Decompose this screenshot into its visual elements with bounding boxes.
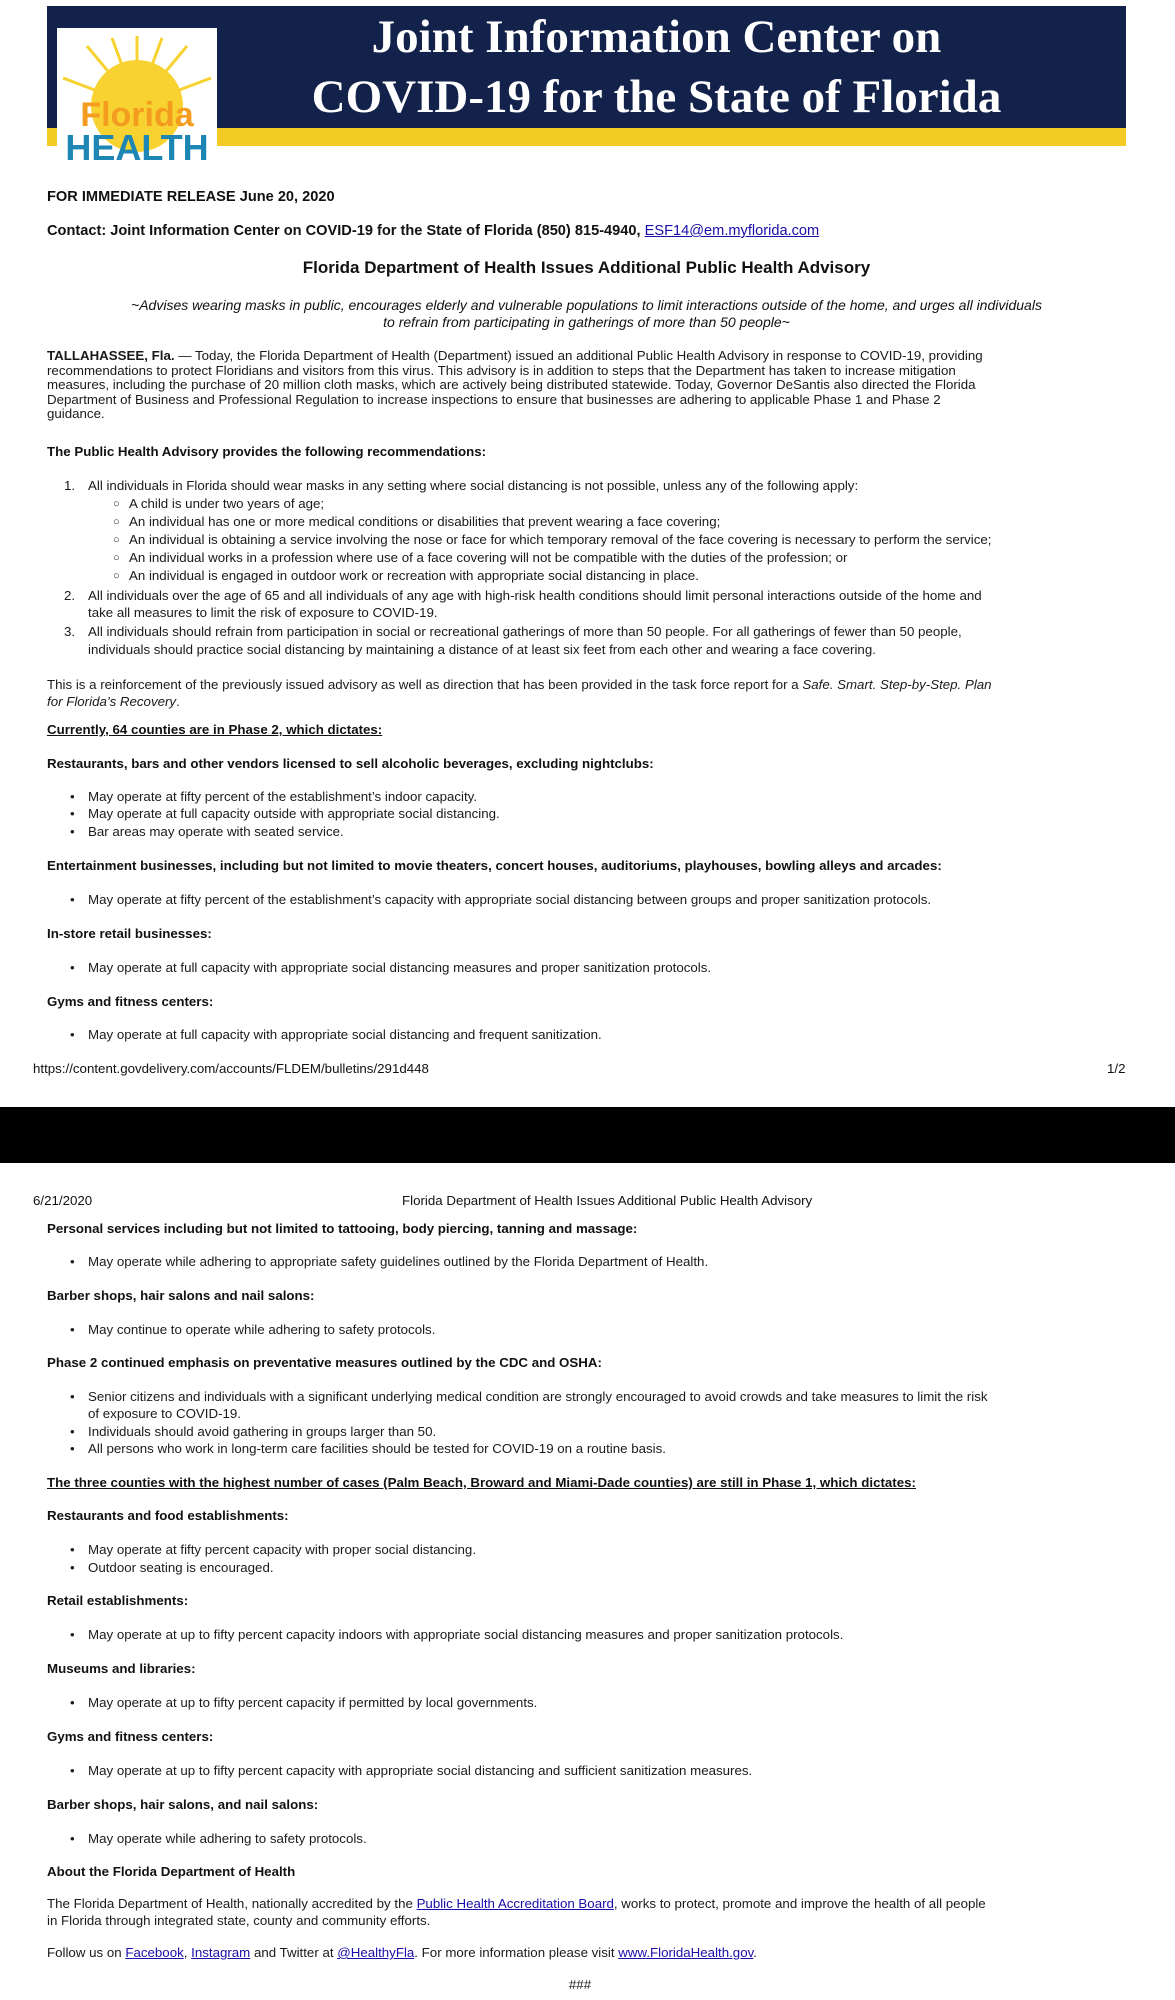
phase2-gyms-item: • May operate at full capacity with appropriate social distancing and frequent sanitization. (88, 1027, 602, 1043)
print-header-title: Florida Department of Health Issues Additional Public Health Advisory (402, 1193, 813, 1208)
phase2-retail-heading: In-store retail businesses: (47, 926, 212, 941)
contact-text: Contact: Joint Information Center on COVID-19 for the State of Florida (850) 815-4940, (47, 223, 645, 239)
advisory-sub-1: ○ A child is under two years of age; (129, 496, 324, 512)
about-line1 (47, 1896, 986, 1912)
phase2-restaurants-heading: Restaurants, bars and other vendors licensed to sell alcoholic beverages, excluding nightclubs: (47, 756, 654, 771)
facebook-link[interactable]: Facebook (125, 1945, 184, 1960)
about-text-a: The Florida Department of Health, nationally accredited by the (47, 1896, 417, 1911)
preventive-item-3: • All persons who work in long-term care facilities should be tested for COVID-19 on a routine basis. (88, 1441, 666, 1457)
phase1-restaurants-item-2: • Outdoor seating is encouraged. (88, 1560, 274, 1576)
preventive-heading: Phase 2 continued emphasis on preventative measures outlined by the CDC and OSHA: (47, 1355, 602, 1370)
intro-paragraph (47, 349, 1127, 422)
phase2-restaurants-item-1: • May operate at fifty percent of the establishment’s indoor capacity. (88, 789, 477, 805)
print-header-date: 6/21/2020 (33, 1193, 93, 1208)
logo-text-florida: Florida (80, 96, 194, 134)
header-banner (47, 6, 1126, 168)
follow-text-c: . For more information please visit (414, 1945, 619, 1960)
phase1-retail-heading: Retail establishments: (47, 1593, 189, 1608)
follow-text-a: Follow us on (47, 1945, 126, 1960)
intro-line1: — Today, the Florida Department of Health (Department) issued an additional Public Health Advisory in response to COVID-19, providing (174, 348, 983, 363)
advisory-sub-5: ○ An individual is engaged in outdoor work or recreation with appropriate social distancing in place. (129, 568, 699, 584)
phase1-gyms-item: • May operate at up to fifty percent capacity with appropriate social distancing and sufficient sanitization measures. (88, 1763, 752, 1779)
advisory-num-1: 1. (64, 478, 76, 493)
about-text-b: , works to protect, promote and improve the health of all people (613, 1896, 986, 1911)
phase1-heading: The three counties with the highest number of cases (Palm Beach, Broward and Miami-Dade counties) are still in Phase 1, which dictates: (47, 1475, 916, 1490)
plan-name-part2: for Florida’s Recovery (47, 694, 177, 709)
subhead-line1: ~Advises wearing masks in public, encourages elderly and vulnerable populations to limit interactions outside of the home, and urges all individuals (131, 297, 1042, 313)
print-footer-page: 1/2 (1107, 1061, 1126, 1076)
banner-title-line2: COVID-19 for the State of Florida (311, 71, 1002, 123)
advisory-num-3: 3. (64, 624, 76, 639)
follow-line (47, 1945, 757, 1961)
advisory-sub-2: ○ An individual has one or more medical conditions or disabilities that prevent wearing a face covering; (129, 514, 720, 530)
phase2-entertainment-item: • May operate at fifty percent of the establishment’s capacity with appropriate social distancing between groups and proper sanitization protocols. (88, 892, 931, 908)
intro-line4: Department of Business and Professional Regulation to increase inspections to ensure that businesses are adhering to applicable Phase 1 and Phase 2 (47, 391, 941, 407)
preventive-item-2: • Individuals should avoid gathering in groups larger than 50. (88, 1424, 436, 1440)
reinforce-line2 (47, 694, 180, 710)
phase2-gyms-heading: Gyms and fitness centers: (47, 994, 214, 1009)
phase2-retail-item: • May operate at full capacity with appropriate social distancing measures and proper sanitization protocols. (88, 960, 711, 976)
advisory-item-2-line1: All individuals over the age of 65 and all individuals of any age with high-risk health conditions should limit personal interactions outside of the home and (88, 588, 982, 603)
advisory-heading: The Public Health Advisory provides the following recommendations: (47, 444, 487, 459)
about-heading: About the Florida Department of Health (47, 1864, 296, 1879)
twitter-link[interactable]: @HealthyFla (337, 1945, 415, 1960)
advisory-item-2-line2: take all measures to limit the risk of exposure to COVID-19. (88, 605, 438, 620)
release-line: FOR IMMEDIATE RELEASE June 20, 2020 (47, 189, 335, 205)
intro-line5: guidance. (47, 406, 105, 421)
phase2-barbers-heading: Barber shops, hair salons and nail salons: (47, 1288, 315, 1303)
advisory-num-2: 2. (64, 588, 76, 603)
subhead-line2: to refrain from participating in gatherings of more than 50 people~ (383, 314, 790, 330)
advisory-item-3-line2: individuals should practice social distancing by maintaining a distance of at least six feet from each other and wearing a face covering. (88, 642, 876, 657)
end-marker: ### (568, 1977, 592, 1992)
plan-name-part1: Safe. Smart. Step-by-Step. Plan (802, 677, 992, 692)
phase1-museums-item: • May operate at up to fifty percent capacity if permitted by local governments. (88, 1695, 537, 1711)
print-footer-url: https://content.govdelivery.com/accounts/FLDEM/bulletins/291d448 (33, 1061, 429, 1076)
personal-services-item: • May operate while adhering to appropriate safety guidelines outlined by the Florida Department of Health. (88, 1254, 708, 1270)
advisory-sub-3: ○ An individual is obtaining a service involving the nose or face for which temporary removal of the face covering is necessary to perform the service; (129, 532, 992, 548)
follow-comma: , (183, 1945, 192, 1960)
phab-link[interactable]: Public Health Accreditation Board (416, 1896, 614, 1911)
advisory-sub-4: ○ An individual works in a profession where use of a face covering will not be compatible with the duties of the profession; or (129, 550, 847, 566)
logo-text-health: HEALTH (65, 127, 209, 168)
phase2-entertainment-heading: Entertainment businesses, including but not limited to movie theaters, concert houses, auditoriums, playhouses, bowling alleys and arcades: (47, 858, 942, 873)
phase1-barbers-item: • May operate while adhering to safety protocols. (88, 1831, 367, 1847)
floridahealth-site-link[interactable]: www.FloridaHealth.gov (618, 1945, 754, 1960)
preventive-item-1-line1: • Senior citizens and individuals with a significant underlying medical condition are strongly encouraged to avoid crowds and take measures to limit the risk (88, 1389, 988, 1405)
advisory-item-3-line1: All individuals should refrain from participation in social or recreational gatherings of more than 50 people. For all gatherings of fewer than 50 people, (88, 624, 962, 639)
reinforce-end: . (176, 694, 180, 709)
banner-title-line1: Joint Information Center on (371, 11, 942, 63)
phase1-gyms-heading: Gyms and fitness centers: (47, 1729, 214, 1744)
dateline: TALLAHASSEE, Fla. (47, 348, 175, 363)
phase1-retail-item: • May operate at up to fifty percent capacity indoors with appropriate social distancing measures and proper sanitization protocols. (88, 1627, 843, 1643)
phase1-restaurants-heading: Restaurants and food establishments: (47, 1508, 289, 1523)
preventive-item-1-line2: of exposure to COVID-19. (88, 1406, 241, 1421)
instagram-link[interactable]: Instagram (191, 1945, 251, 1960)
reinforce-text: This is a reinforcement of the previously issued advisory as well as direction that has been provided in the task force report for a (47, 677, 803, 692)
intro-line3: measures, including the purchase of 20 million cloth masks, which are actively being distributed statewide. Today, Governor DeSantis also directed the Florida (47, 377, 976, 392)
phase2-barbers-item: • May continue to operate while adhering to safety protocols. (88, 1322, 435, 1338)
page-2 (0, 1163, 1175, 2000)
phase2-restaurants-item-2: • May operate at full capacity outside with appropriate social distancing. (88, 806, 500, 822)
phase2-restaurants-item-3: • Bar areas may operate with seated service. (88, 824, 344, 840)
banner-title (187, 6, 1126, 128)
headline: Florida Department of Health Issues Additional Public Health Advisory (302, 258, 871, 277)
advisory-item-1: All individuals in Florida should wear masks in any setting where social distancing is not possible, unless any of the following apply: (88, 478, 859, 493)
reinforce-line1 (47, 677, 992, 693)
phase1-restaurants-item-1: • May operate at fifty percent capacity with proper social distancing. (88, 1542, 476, 1558)
phase1-barbers-heading: Barber shops, hair salons, and nail salons: (47, 1797, 319, 1812)
contact-email-link[interactable]: ESF14@em.myflorida.com (644, 223, 820, 239)
follow-text-b: and Twitter at (250, 1945, 338, 1960)
phase1-museums-heading: Museums and libraries: (47, 1661, 196, 1676)
personal-services-heading: Personal services including but not limited to tattooing, body piercing, tanning and massage: (47, 1221, 638, 1236)
phase2-heading: Currently, 64 counties are in Phase 2, which dictates: (47, 722, 383, 737)
contact-line (47, 222, 819, 240)
intro-line2: recommendations to protect Floridians and visitors from this virus. This advisory is in addition to steps that the Department has taken to increase mitigation (47, 362, 956, 378)
page-break-bar (0, 1107, 1175, 1163)
about-line2: in Florida through integrated state, county and community efforts. (47, 1913, 431, 1928)
follow-text-d: . (753, 1945, 757, 1960)
